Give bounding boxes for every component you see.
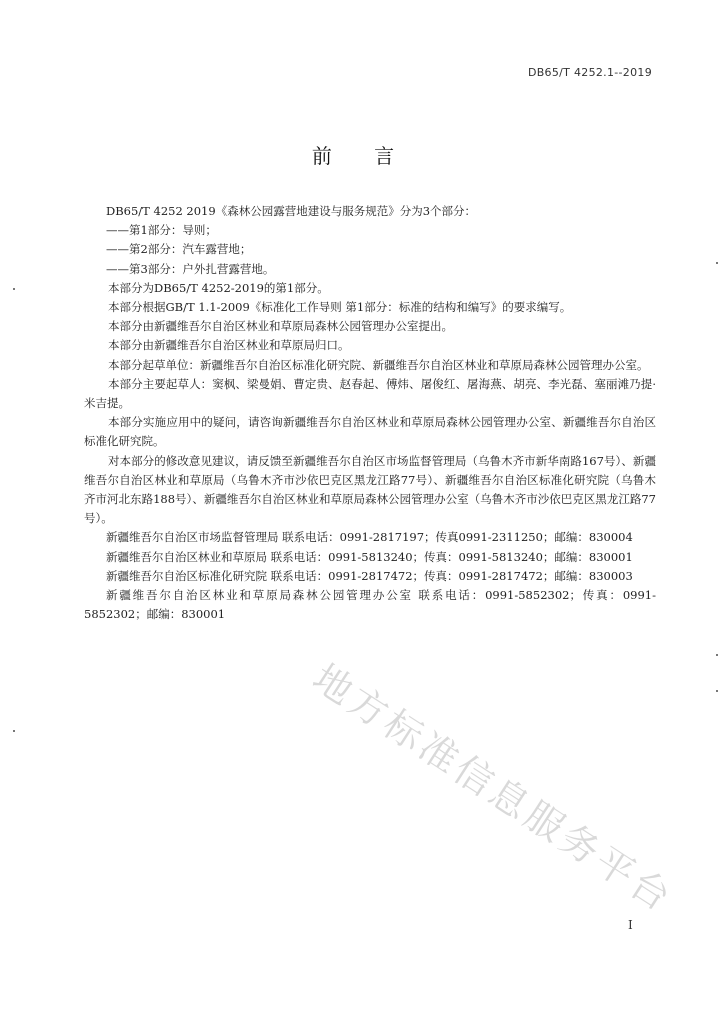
margin-mark [13, 288, 15, 290]
foreword-paragraph: 本部分起草单位：新疆维吾尔自治区标准化研究院、新疆维吾尔自治区林业和草原局森林公园管理办公室。 [108, 357, 649, 372]
contact-line: 新疆维吾尔自治区林业和草原局 联系电话：0991-5813240；传真：0991-5813240；邮编：830001 [106, 549, 633, 564]
foreword-paragraph: 本部分主要起草人：窦枫、梁曼娟、曹定贵、赵春起、傅炜、屠俊红、屠海燕、胡亮、李光磊、塞丽滩乃提·米吉提。 [84, 376, 656, 411]
foreword-paragraph: ——第1部分：导则； [106, 223, 217, 238]
foreword-paragraph: ——第3部分：户外扎营露营地。 [106, 261, 275, 276]
margin-mark [716, 690, 718, 692]
page-title: 前 言 [311, 144, 413, 168]
margin-mark [716, 654, 718, 656]
foreword-paragraph: 本部分由新疆维吾尔自治区林业和草原局森林公园管理办公室提出。 [108, 319, 453, 334]
foreword-paragraph: 本部分由新疆维吾尔自治区林业和草原局归口。 [108, 338, 350, 353]
watermark: 地方标准信息服务平台 [305, 655, 682, 922]
foreword-paragraph: 对本部分的修改意见建议，请反馈至新疆维吾尔自治区市场监督管理局（乌鲁木齐市新华南路167号）、新疆维吾尔自治区林业和草原局（乌鲁木齐市沙依巴克区黑龙江路77号）、新疆维吾尔自治区标准化研究院（乌鲁木齐市河北东路188号）、新疆维吾尔自治区林业和草原局森林公园管理办公室（乌鲁木齐市沙依巴克区黑龙江路77号）。 [84, 453, 656, 526]
margin-mark [716, 262, 718, 264]
margin-mark [13, 730, 15, 732]
contact-line: 新疆维吾尔自治区标准化研究院 联系电话：0991-2817472；传真：0991-2817472；邮编：830003 [106, 568, 633, 583]
foreword-paragraph: DB65/T 4252 2019《森林公园露营地建设与服务规范》分为3个部分： [106, 204, 477, 218]
foreword-body [84, 202, 656, 624]
contact-line: 新疆维吾尔自治区林业和草原局森林公园管理办公室 联系电话：0991-5852302；传真：0991-5852302；邮编：830001 [84, 588, 656, 622]
page-number: I [628, 918, 633, 932]
foreword-paragraph: ——第2部分：汽车露营地； [106, 242, 252, 257]
foreword-paragraph: 本部分根据GB/T 1.1-2009《标准化工作导则 第1部分：标准的结构和编写》的要求编写。 [108, 300, 572, 315]
foreword-paragraph: 本部分实施应用中的疑问，请咨询新疆维吾尔自治区林业和草原局森林公园管理办公室、新疆维吾尔自治区标准化研究院。 [84, 415, 656, 449]
foreword-paragraph: 本部分为DB65/T 4252-2019的第1部分。 [108, 280, 329, 295]
contact-line: 新疆维吾尔自治区市场监督管理局 联系电话：0991-2817197；传真0991-2311250；邮编：830004 [106, 530, 633, 545]
document-code-header: DB65/T 4252.1--2019 [527, 66, 652, 79]
